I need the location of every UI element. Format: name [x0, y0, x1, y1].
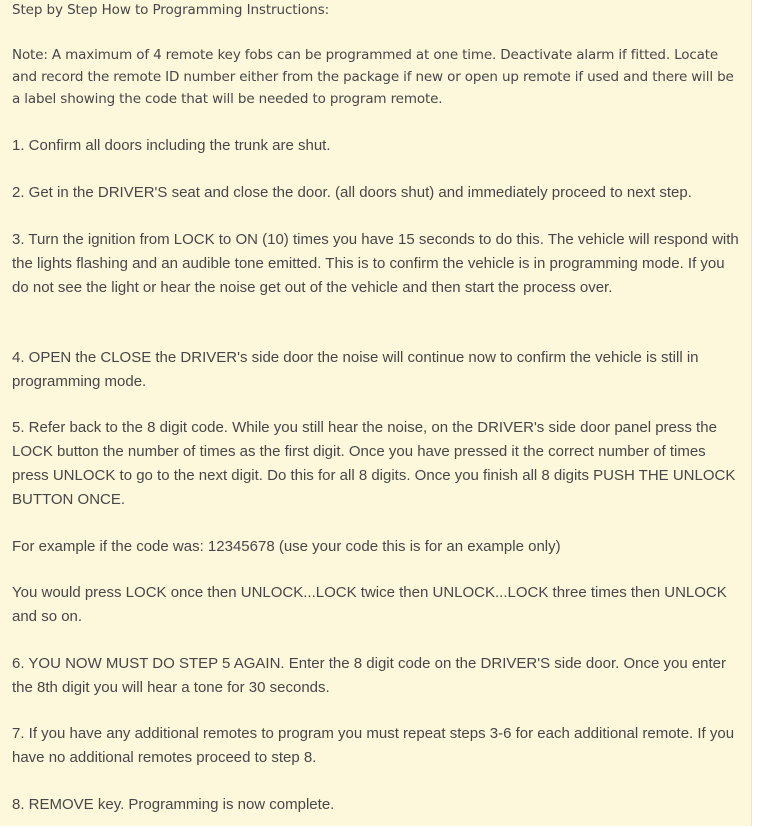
step-7: 7. If you have any additional remotes to program you must repeat steps 3-6 for each additional remote. If you have no additional remotes proceed to step 8. [12, 725, 735, 766]
page-heading: Step by Step How to Programming Instructions: [12, 2, 330, 18]
note-paragraph: Note: A maximum of 4 remote key fobs can be programmed at one time. Deactivate alarm if fitted. Locate and record the remote ID number either from the package if new or open up remote if used and there will be a label showing the code that will be needed to program remote. [12, 47, 734, 107]
step-1: 1. Confirm all doors including the trunk are shut. [12, 137, 331, 154]
step-3: 3. Turn the ignition from LOCK to ON (10) times you have 15 seconds to do this. The vehicle will respond with the lights flashing and an audible tone emitted. This is to confirm the vehicle is in programming mode. If you do not see the light or hear the noise get out of the vehicle and then start the process over. [12, 231, 739, 296]
step-8: 8. REMOVE key. Programming is now complete. [12, 796, 335, 813]
step-5: 5. Refer back to the 8 digit code. While you still hear the noise, on the DRIVER's side door panel press the LOCK button the number of times as the first digit. Once you have pressed it the correct number of times press UNLOCK to go to the next digit. Do this for all 8 digits. Once you finish all 8 digits PUSH THE UNLOCK BUTTON ONCE. [12, 419, 736, 508]
step-6: 6. YOU NOW MUST DO STEP 5 AGAIN. Enter the 8 digit code on the DRIVER'S side door. Once you enter the 8th digit you will hear a tone for 30 seconds. [12, 655, 727, 696]
step-4: 4. OPEN the CLOSE the DRIVER's side door the noise will continue now to confirm the vehicle is still in programming mode. [12, 349, 699, 390]
example-explanation: You would press LOCK once then UNLOCK...LOCK twice then UNLOCK...LOCK three times then UNLOCK and so on. [12, 584, 727, 625]
example-code: For example if the code was: 12345678 (use your code this is for an example only) [12, 538, 561, 555]
step-2: 2. Get in the DRIVER'S seat and close the door. (all doors shut) and immediately proceed to next step. [12, 184, 692, 201]
